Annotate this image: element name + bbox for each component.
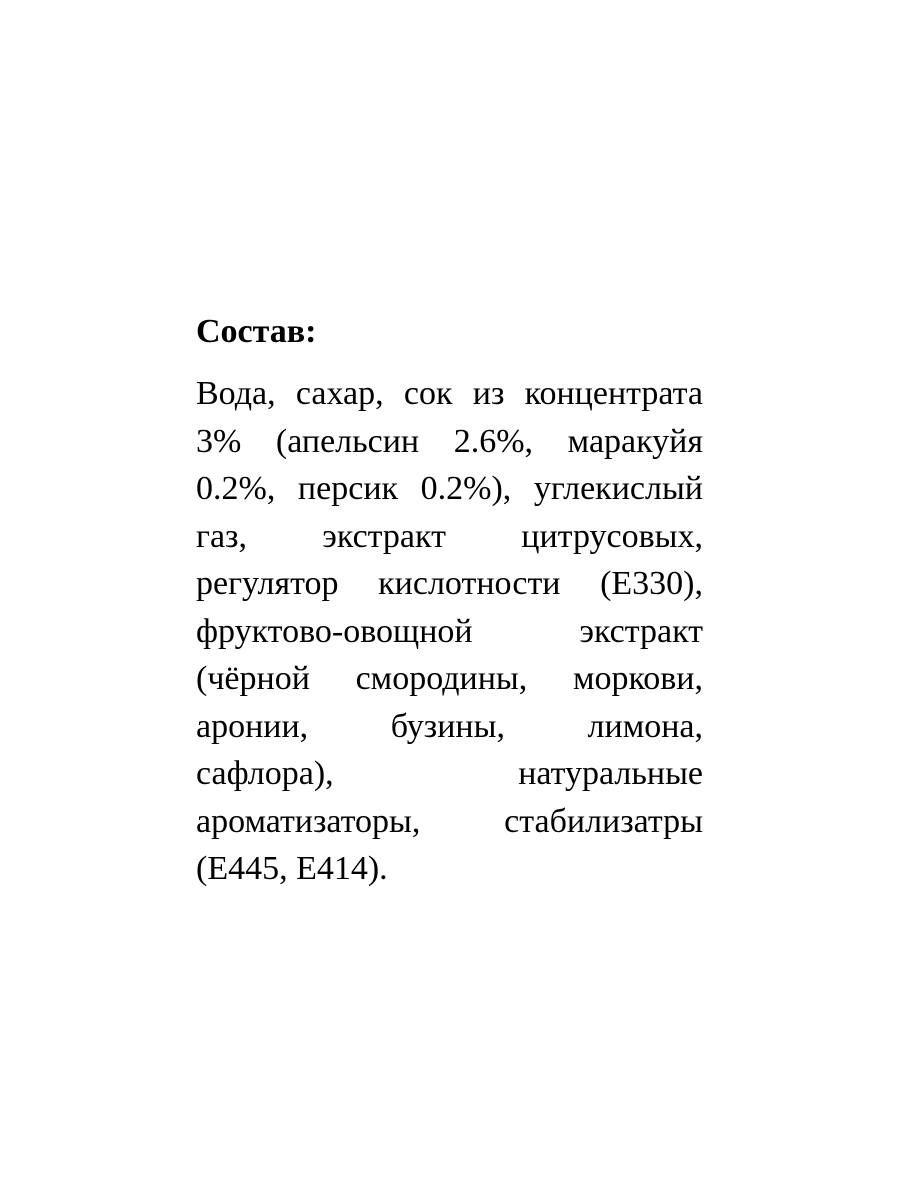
ingredients-line: сафлора), натуральные	[196, 755, 703, 792]
ingredients-text	[196, 370, 703, 893]
ingredients-line: (чёрной смородины, моркови,	[196, 660, 703, 697]
composition-heading: Состав:	[196, 313, 317, 350]
ingredients-line: регулятор кислотности (E330),	[196, 565, 703, 602]
ingredients-line: Вода, сахар, сок из концентрата	[196, 375, 703, 412]
ingredients-line: газ, экстракт цитрусовых,	[196, 517, 703, 555]
ingredients-line: 3% (апельсин 2.6%, маракуйя	[196, 422, 703, 460]
ingredients-line: фруктово-овощной экстракт	[196, 612, 703, 650]
ingredients-block	[196, 310, 703, 893]
ingredients-line: аронии, бузины, лимона,	[196, 707, 703, 745]
ingredients-line: (E445, E414).	[196, 850, 388, 887]
ingredients-line: 0.2%, персик 0.2%), углекислый	[196, 470, 703, 507]
ingredients-line: ароматизаторы, стабилизатры	[196, 802, 703, 840]
